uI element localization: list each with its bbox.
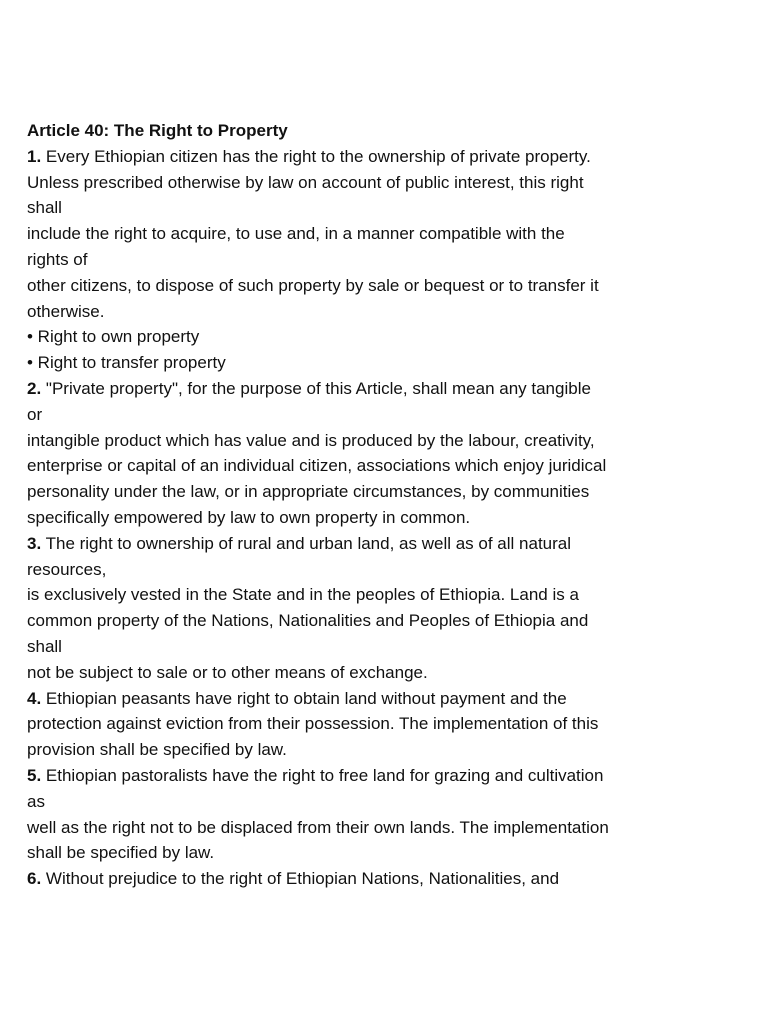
text-line [27, 737, 747, 763]
line-text: include the right to acquire, to use and, in a manner compatible with the [27, 224, 565, 244]
line-text: specifically empowered by law to own property in common. [27, 507, 471, 527]
text-line [27, 324, 747, 350]
line-text: Ethiopian peasants have right to obtain land without payment and the [41, 688, 567, 708]
line-text: otherwise. [27, 301, 105, 321]
text-line [27, 453, 747, 479]
line-text: • Right to transfer property [27, 353, 226, 373]
article-body [27, 144, 747, 892]
text-line [27, 634, 747, 660]
line-text: The right to ownership of rural and urban land, as well as of all natural [41, 533, 572, 553]
clause-number: 2. [27, 378, 42, 398]
line-text: protection against eviction from their possession. The implementation of this [27, 714, 599, 734]
clause-number: 6. [27, 869, 42, 889]
line-text: rights of [27, 249, 88, 269]
line-text: Unless prescribed otherwise by law on account of public interest, this right [27, 172, 584, 192]
line-text: enterprise or capital of an individual citizen, associations which enjoy juridical [27, 456, 607, 476]
text-line [27, 170, 747, 196]
text-line [27, 402, 747, 428]
line-text: not be subject to sale or to other means of exchange. [27, 662, 428, 682]
text-line [27, 815, 747, 841]
line-text: • Right to own property [27, 327, 200, 347]
text-line [27, 557, 747, 583]
line-text: resources, [27, 559, 107, 579]
line-text: or [27, 404, 43, 424]
clause-number: 5. [27, 765, 42, 785]
line-text: shall be specified by law. [27, 843, 215, 863]
text-line [27, 789, 747, 815]
text-line [27, 428, 747, 454]
line-text: shall [27, 198, 62, 218]
clause-number: 3. [27, 533, 42, 553]
line-text: Every Ethiopian citizen has the right to the ownership of private property. [41, 146, 591, 166]
article-title: Article 40: The Right to Property [27, 121, 288, 140]
numbered-line [27, 531, 747, 557]
text-line [27, 350, 747, 376]
line-text: personality under the law, or in appropriate circumstances, by communities [27, 482, 590, 502]
line-text: Ethiopian pastoralists have the right to free land for grazing and cultivation [41, 765, 604, 785]
document-page [27, 118, 747, 892]
text-line [27, 711, 747, 737]
line-text: is exclusively vested in the State and in the peoples of Ethiopia. Land is a [27, 585, 579, 605]
numbered-line [27, 763, 747, 789]
text-line [27, 273, 747, 299]
line-text: provision shall be specified by law. [27, 740, 287, 760]
clause-number: 1. [27, 146, 42, 166]
numbered-line [27, 866, 747, 892]
text-line [27, 195, 747, 221]
line-text: well as the right not to be displaced from their own lands. The implementation [27, 817, 609, 837]
text-line [27, 608, 747, 634]
text-line [27, 582, 747, 608]
text-line [27, 505, 747, 531]
line-text: shall [27, 636, 62, 656]
text-line [27, 660, 747, 686]
line-text: "Private property", for the purpose of this Article, shall mean any tangible [41, 378, 591, 398]
numbered-line [27, 144, 747, 170]
line-text: as [27, 791, 45, 811]
line-text: common property of the Nations, Nationalities and Peoples of Ethiopia and [27, 611, 589, 631]
line-text: other citizens, to dispose of such property by sale or bequest or to transfer it [27, 275, 599, 295]
clause-number: 4. [27, 688, 42, 708]
text-line [27, 479, 747, 505]
text-line [27, 247, 747, 273]
line-text: intangible product which has value and is produced by the labour, creativity, [27, 430, 595, 450]
text-line [27, 299, 747, 325]
numbered-line [27, 686, 747, 712]
text-line [27, 840, 747, 866]
text-line [27, 221, 747, 247]
line-text: Without prejudice to the right of Ethiopian Nations, Nationalities, and [41, 869, 560, 889]
numbered-line [27, 376, 747, 402]
